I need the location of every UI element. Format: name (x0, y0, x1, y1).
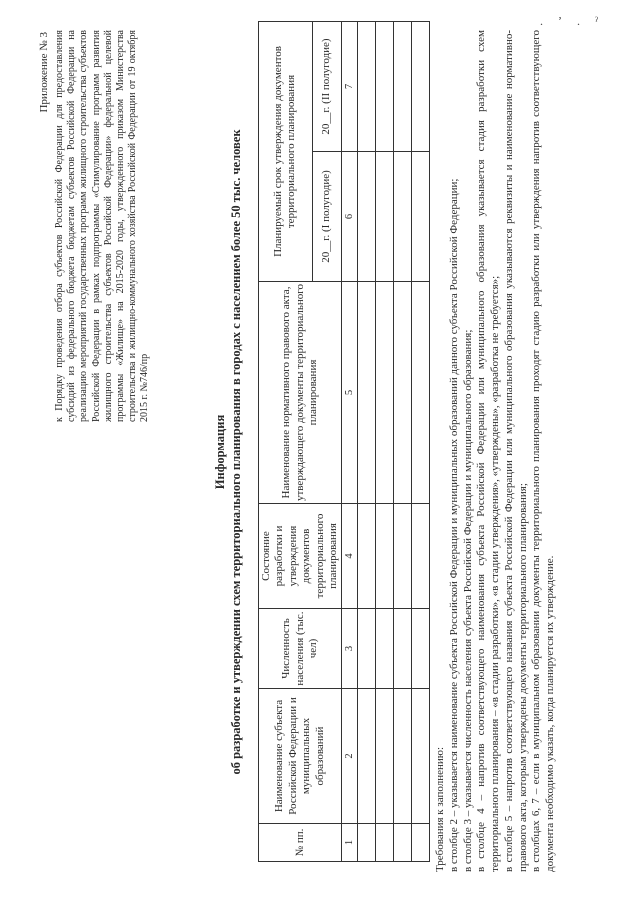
corner-marks: . ʼ . ˀ (540, 14, 604, 28)
requirement-line: в столбце 5 – напротив соответствующего названия субъекта Российской Федерации или муниципального образования указываются реквизиты и наименование нормативно-правового акта, которым утверждены документы территориального планирования; (502, 30, 529, 872)
column-number: 3 (342, 609, 358, 689)
planning-info-table (258, 21, 430, 862)
header-col-status: Состояние разработки и утверждения документов территориального планирования (259, 504, 342, 609)
column-number: 6 (342, 152, 358, 282)
document-title (212, 12, 245, 892)
filling-requirements (434, 30, 558, 872)
header-col-second-half: 20__г. (II полугодие) (312, 21, 342, 151)
header-col-first-half: 20__г. (I полугодие) (312, 152, 342, 282)
title-line-1: Информация (213, 414, 227, 490)
column-number: 5 (342, 282, 358, 504)
requirement-line: в столбцах 6, 7 – если в муниципальном образовании документы территориального планирования проходят стадию разработки или утверждения напротив соответствующего документа необходимо указать, когда планируется их утверждение. (530, 30, 556, 872)
header-col-subject: Наименование субъекта Российской Федерации и муниципальных образований (259, 689, 342, 824)
appendix-basis-text: к Порядку проведения отбора субъектов Российской Федерации для предоставления субсидий из федерального бюджета бюджетам субъектов Российской Федерации на реализацию мероприятий государственных программ жилищного строительства субъектов Российской Федерации в рамках подпрограммы «Стимулирование программ развития жилищного строительства субъектов Российской Федерации» федеральной целевой программы «Жилище» на 2015-2020 годы, утвержденного приказом Министерства строительства и жилищно-коммунального хозяйства Российской Федерации от 19 октября 2015 г. №746/пр (54, 30, 151, 422)
table-row (412, 21, 430, 861)
requirement-line: в столбце 2 – указывается наименование субъекта Российской Федерации и муниципальных образований данного субъекта Российской Федерации; (447, 178, 460, 872)
column-number: 4 (342, 504, 358, 609)
table-column-number-row (342, 21, 358, 861)
header-col-planned-date: Планируемый срок утверждения документов территориального планирования (259, 21, 313, 281)
table-row (394, 21, 412, 861)
header-col-number: № пп. (259, 824, 342, 862)
header-col-population: Численность населения (тыс. чел) (259, 609, 342, 689)
column-number: 2 (342, 689, 358, 824)
column-number: 1 (342, 824, 358, 862)
requirements-heading: Требования к заполнению: (434, 746, 446, 872)
table-row (358, 21, 376, 861)
column-number: 7 (342, 21, 358, 151)
table-row (376, 21, 394, 861)
rotated-document-page (20, 12, 620, 892)
requirement-line: в столбце 4 – напротив соответствующего наименования субъекта Российской Федерации или муниципального образования указывается стадия разработки схем территориального планирования – «в стадии разработки», «в стадии утверждения», «утверждены», «разработка не требуется»; (475, 30, 501, 872)
table-header-row (259, 21, 313, 861)
appendix-number: Приложение № 3 (38, 32, 50, 113)
requirement-line: в столбце 3 – указывается численность населения субъекта Российской Федерации и муниципального образования; (461, 329, 474, 872)
header-col-legal-act: Наименование нормативного правового акта, утверждающего документы территориального планирования (259, 282, 342, 504)
title-line-2: об разработке и утверждении схем территориального планирования в городах с населением более 50 тыс. человек (229, 129, 244, 775)
